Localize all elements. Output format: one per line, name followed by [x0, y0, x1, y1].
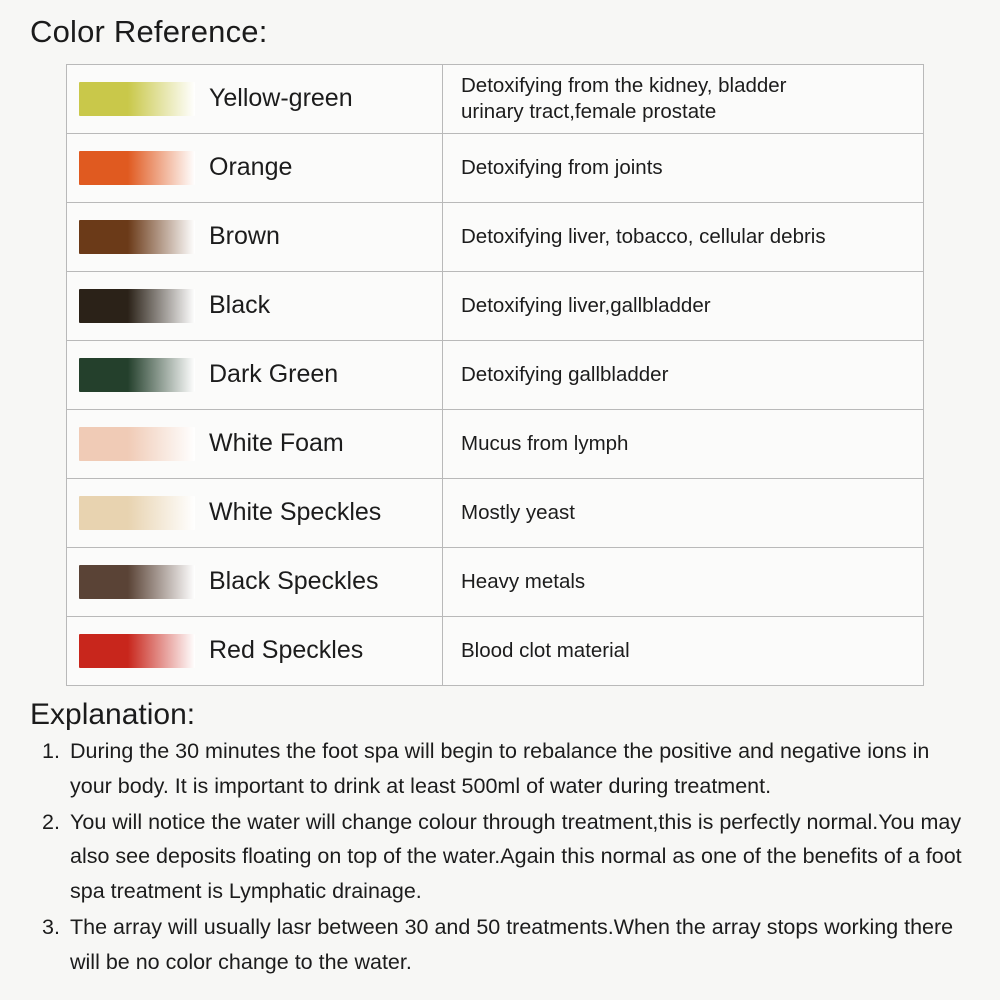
color-swatch-black [79, 289, 195, 323]
page-title: Color Reference: [30, 14, 268, 49]
color-name-label: Yellow-green [209, 84, 353, 113]
description-cell [443, 617, 924, 686]
table-row [67, 410, 924, 479]
description-cell [443, 479, 924, 548]
color-swatch-yellow-green [79, 82, 195, 116]
list-item: The array will usually lasr between 30 and 50 treatments.When the array stops working there will be no color change to the water. [70, 915, 954, 974]
description-line: Detoxifying liver,gallbladder [461, 293, 711, 317]
description-cell [443, 548, 924, 617]
description-cell [443, 65, 924, 134]
table-row [67, 548, 924, 617]
color-cell [67, 341, 443, 410]
explanation-list [30, 734, 970, 980]
description-cell [443, 341, 924, 410]
explanation-title: Explanation: [30, 698, 196, 731]
description-cell [443, 410, 924, 479]
color-name-label: Dark Green [209, 360, 339, 389]
color-swatch-white-foam [79, 427, 195, 461]
table-row [67, 65, 924, 134]
color-swatch-dark-green [79, 358, 195, 392]
color-swatch-red-speckles [79, 634, 195, 668]
color-swatch-white-speckles [79, 496, 195, 530]
color-cell [67, 65, 443, 134]
color-cell [67, 548, 443, 617]
table-row [67, 134, 924, 203]
color-reference-table [66, 64, 924, 686]
color-name-label: Red Speckles [209, 636, 364, 665]
description-line: urinary tract,female prostate [461, 100, 717, 123]
table-row [67, 617, 924, 686]
description-line: Mucus from lymph [461, 431, 629, 455]
description-cell [443, 134, 924, 203]
list-item: You will notice the water will change colour through treatment,this is perfectly normal.You may also see deposits floating on top of the water.Again this normal as one of the benefits of a foot spa treatment is Lymphatic drainage. [70, 809, 962, 904]
description-line: Detoxifying gallbladder [461, 362, 669, 386]
description-line: Detoxifying liver, tobacco, cellular debris [461, 224, 826, 248]
color-reference-table-body [67, 65, 924, 686]
description-line: Blood clot material [461, 638, 630, 662]
description-cell [443, 203, 924, 272]
color-cell [67, 410, 443, 479]
color-name-label: White Foam [209, 429, 344, 458]
table-row [67, 341, 924, 410]
color-cell [67, 134, 443, 203]
table-row [67, 203, 924, 272]
list-item: During the 30 minutes the foot spa will begin to rebalance the positive and negative ions in your body. It is important to drink at least 500ml of water during treatment. [70, 739, 930, 798]
description-cell [443, 272, 924, 341]
description-line: Mostly yeast [461, 500, 575, 524]
table-row [67, 272, 924, 341]
description-line: Detoxifying from joints [461, 155, 663, 179]
color-cell [67, 272, 443, 341]
color-name-label: Black Speckles [209, 567, 379, 596]
color-name-label: Brown [209, 222, 280, 251]
color-cell [67, 203, 443, 272]
color-name-label: Black [209, 291, 271, 320]
color-name-label: White Speckles [209, 498, 382, 527]
color-swatch-orange [79, 151, 195, 185]
color-swatch-black-speckles [79, 565, 195, 599]
color-swatch-brown [79, 220, 195, 254]
description-line: Detoxifying from the kidney, bladder [461, 73, 787, 97]
color-name-label: Orange [209, 153, 293, 182]
color-cell [67, 479, 443, 548]
description-line: Heavy metals [461, 569, 586, 593]
table-row [67, 479, 924, 548]
color-cell [67, 617, 443, 686]
